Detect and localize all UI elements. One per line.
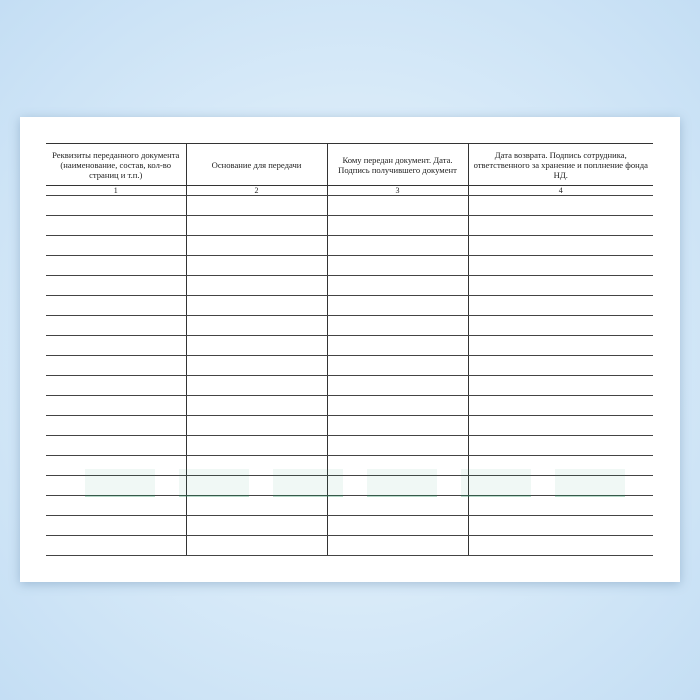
- table-cell: [186, 536, 327, 556]
- table-cell: [327, 236, 468, 256]
- table-cell: [46, 216, 186, 236]
- table-cell: [327, 516, 468, 536]
- table-cell: [468, 496, 653, 516]
- table-cell: [468, 196, 653, 216]
- table-cell: [468, 316, 653, 336]
- table-cell: [186, 496, 327, 516]
- table-cell: [468, 276, 653, 296]
- table-cell: [327, 496, 468, 516]
- table-row: [46, 436, 653, 456]
- table-cell: [186, 196, 327, 216]
- table-row: [46, 356, 653, 376]
- table-cell: [186, 456, 327, 476]
- header-document-details: Реквизиты переданного документа (наименование, состав, кол-во страниц и т.п.): [46, 144, 186, 186]
- table-cell: [186, 296, 327, 316]
- table-row: [46, 456, 653, 476]
- table-cell: [468, 356, 653, 376]
- header-transfer-basis: Основание для передачи: [186, 144, 327, 186]
- table-row: [46, 536, 653, 556]
- table-cell: [327, 536, 468, 556]
- table-cell: [468, 476, 653, 496]
- column-number-row: [46, 186, 653, 196]
- table-cell: [327, 336, 468, 356]
- table-cell: [468, 516, 653, 536]
- table-row: [46, 196, 653, 216]
- table-row: [46, 216, 653, 236]
- table-cell: [46, 416, 186, 436]
- table-row: [46, 376, 653, 396]
- table-cell: [327, 416, 468, 436]
- table-cell: [46, 296, 186, 316]
- table-cell: [46, 376, 186, 396]
- table-cell: [468, 336, 653, 356]
- table-cell: [327, 196, 468, 216]
- table-cell: [327, 376, 468, 396]
- table-row: [46, 416, 653, 436]
- table-cell: [327, 356, 468, 376]
- table-cell: [46, 516, 186, 536]
- table-cell: [186, 416, 327, 436]
- table-cell: [46, 476, 186, 496]
- column-number: 2: [186, 186, 327, 196]
- table-cell: [186, 236, 327, 256]
- table-cell: [46, 196, 186, 216]
- table-cell: [46, 256, 186, 276]
- table-cell: [468, 536, 653, 556]
- table-cell: [468, 416, 653, 436]
- table-cell: [186, 336, 327, 356]
- table-cell: [327, 456, 468, 476]
- table-cell: [468, 456, 653, 476]
- column-number: 3: [327, 186, 468, 196]
- table-cell: [468, 236, 653, 256]
- table-cell: [186, 396, 327, 416]
- register-table: [46, 143, 653, 556]
- table-cell: [186, 356, 327, 376]
- table-cell: [327, 256, 468, 276]
- table-row: [46, 236, 653, 256]
- table-cell: [46, 316, 186, 336]
- table-cell: [186, 316, 327, 336]
- table-cell: [186, 436, 327, 456]
- table-row: [46, 476, 653, 496]
- table-cell: [468, 396, 653, 416]
- table-cell: [46, 236, 186, 256]
- header-row: [46, 144, 653, 186]
- table-cell: [186, 276, 327, 296]
- table-cell: [186, 516, 327, 536]
- table-cell: [46, 496, 186, 516]
- column-number: 1: [46, 186, 186, 196]
- table-cell: [327, 216, 468, 236]
- table-row: [46, 256, 653, 276]
- table-row: [46, 336, 653, 356]
- table-cell: [327, 436, 468, 456]
- header-return-date: Дата возврата. Подпись сотрудника, ответственного за хранение и поплнение фонда НД.: [468, 144, 653, 186]
- table-cell: [46, 436, 186, 456]
- table-cell: [327, 396, 468, 416]
- table-row: [46, 276, 653, 296]
- table-cell: [186, 376, 327, 396]
- table-cell: [327, 296, 468, 316]
- table-row: [46, 396, 653, 416]
- table-cell: [46, 336, 186, 356]
- register-sheet: [20, 117, 680, 582]
- column-number: 4: [468, 186, 653, 196]
- table-row: [46, 516, 653, 536]
- table-cell: [327, 276, 468, 296]
- table-cell: [468, 376, 653, 396]
- table-row: [46, 496, 653, 516]
- table-cell: [327, 476, 468, 496]
- register-body: [46, 186, 653, 556]
- table-cell: [46, 396, 186, 416]
- table-row: [46, 316, 653, 336]
- table-cell: [327, 316, 468, 336]
- header-recipient: Кому передан документ. Дата. Подпись получившего документ: [327, 144, 468, 186]
- table-cell: [186, 256, 327, 276]
- table-cell: [468, 296, 653, 316]
- table-cell: [46, 356, 186, 376]
- table-cell: [468, 436, 653, 456]
- table-cell: [186, 216, 327, 236]
- table-cell: [468, 216, 653, 236]
- table-cell: [46, 536, 186, 556]
- table-cell: [46, 456, 186, 476]
- table-cell: [468, 256, 653, 276]
- table-cell: [46, 276, 186, 296]
- table-row: [46, 296, 653, 316]
- table-cell: [186, 476, 327, 496]
